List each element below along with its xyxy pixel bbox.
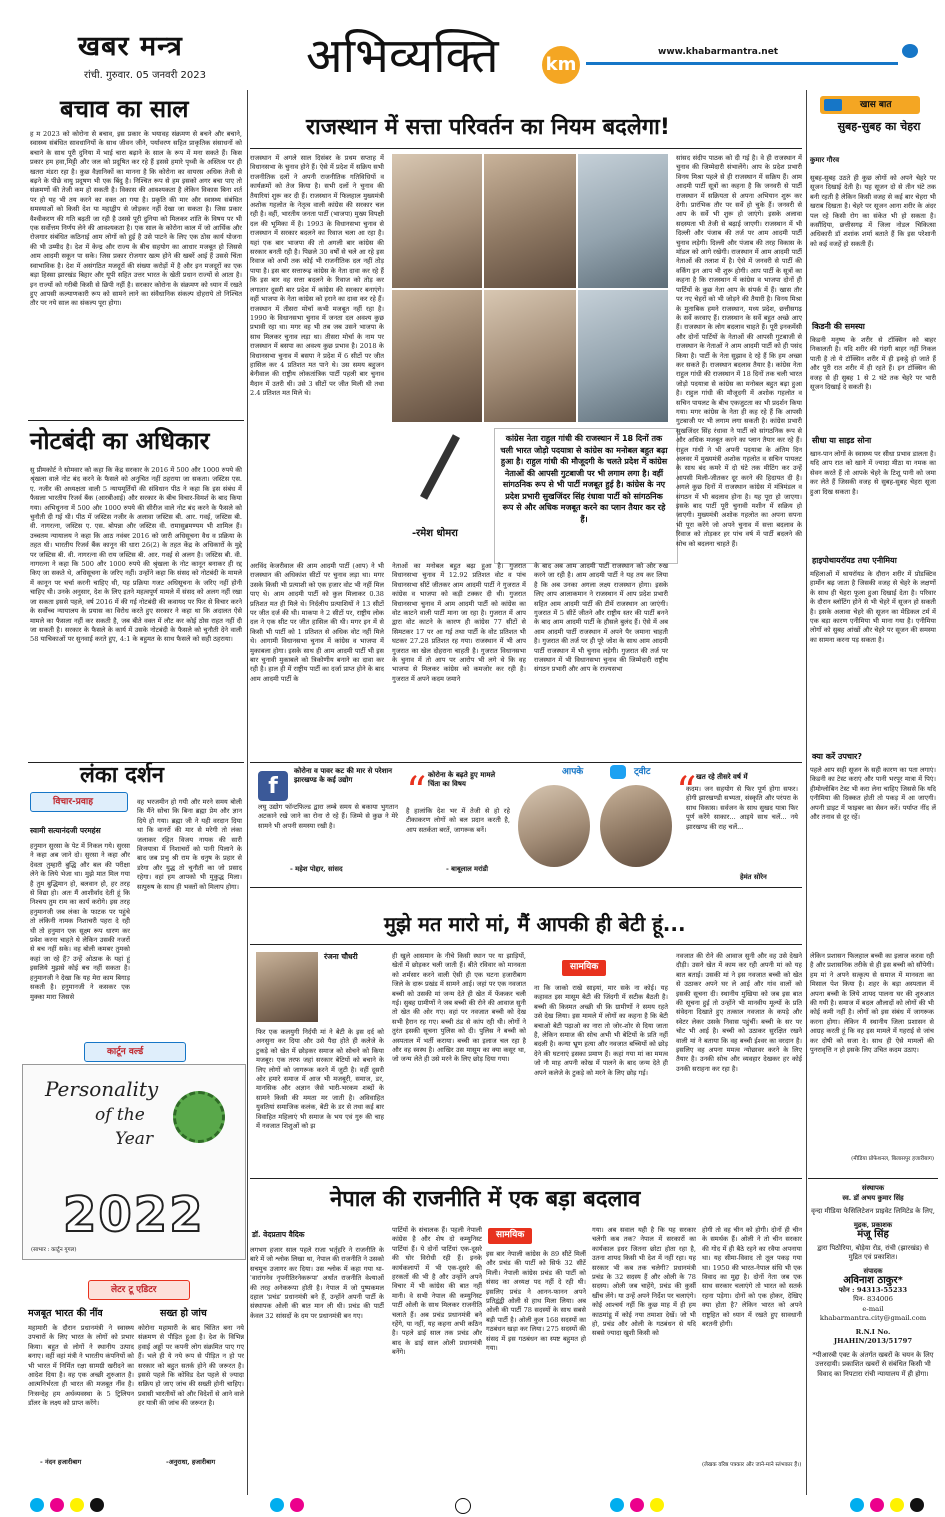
yellow-dot [890, 1498, 904, 1512]
masthead-bar [586, 62, 898, 65]
imprint-phone: फोन : 94313-55233 [838, 1285, 908, 1294]
right-article-title: सुबह-सुबह का चेहरा [837, 120, 921, 133]
quote-mark-icon-2: “ [676, 769, 697, 815]
nepal-headline: नेपाल की राजनीति में एक बड़ा बदलाव [330, 1187, 641, 1212]
letter2-title: सख्त हो जांच [160, 1308, 207, 1319]
vichar-badge [30, 792, 128, 812]
lead-headline: राजस्थान में सत्ता परिवर्तन का नियम बदलेगा! [306, 115, 670, 140]
registration-marks [0, 1496, 945, 1516]
daughter-col-3: ना कि जाको राखे साइयां, मार सके ना कोई। यह कहावत इस मासूम बेटी की जिंदगी में सटीक बैठती है। बच्ची की किस्मत अच्छी थी कि ग्रामीणों ने समय रहते उसे देख लिया। इस मामले में लोगों का कहना है कि बेटी बचाओ बेटी पढ़ाओ का नारा तो जोर-शोर से दिया जाता है, लेकिन समाज की सोच अभी भी बेटियों के प्रति नहीं बदली है। कन्या भ्रूण हत्या और नवजात बच्चियों को छोड़ देने की घटनाएं इसका प्रमाण हैं। कहां गया मां का ममत्व जो नौ माह अपनी कोख में पालने के बाद जन्म देते ही अपने कलेजे के टुकड़े को मरने के लिए छोड़ गई। [534, 984, 668, 1077]
cartoon-credit: (साभार : कार्टून गूगल) [31, 1247, 77, 1253]
logo-letters: km [545, 54, 577, 75]
cartoon-title-2: of the [95, 1105, 145, 1125]
right-sub-2: सीधा या साइड सोना [812, 436, 872, 445]
cyan-dot [270, 1498, 284, 1512]
photo-hemant [600, 785, 672, 867]
quote-mark-icon: “ [406, 769, 427, 815]
magenta-dot [50, 1498, 64, 1512]
letter1-author: - नंदन हजारीबाग [40, 1458, 82, 1466]
divider [250, 944, 802, 945]
imprint-publisher: मंजू सिंह [857, 1229, 889, 1240]
photo-leader-5 [484, 290, 576, 422]
photo-leader-2 [484, 154, 576, 288]
imprint-printer: वृन्दा मीडिया फेसिलिटेशन प्राइवेट लिमिटेड के लिए, [811, 1207, 935, 1215]
magenta-dot [870, 1498, 884, 1512]
right-body-5: पहले आप सही सूजन के सही कारण का पता लगाएं। किडनी का टेस्ट कराएं और पानी भरपूर मात्रा में पिएं। हीमोग्लोबिन टेस्ट भी करा लेना चाहिए जिससे कि यदि एनीमिया की दिक्कत होती तो पकड़ में आ जाएगी। अपनी डाइट में फाइबर का सेवन करें। पर्याप्त नींद लें और तनाव से दूर रहें। [810, 766, 936, 822]
khas-baat-label: खास बात [860, 100, 892, 110]
nepal-col-4: गया। अब सवाल यही है कि यह सरकार चलेगी कब तक? नेपाल में सरकारों का कार्यकाल इधर जितना छोटा होता रहा है, उतना शायद किसी भी देश में नहीं रहा। यह सरकार भी कब तक चलेगी? प्रधानमंत्री प्रचंड के 32 सदस्य हैं और ओली के 78 सदस्य। ओली जब चाहेंगे, प्रचंड की कुर्सी खींच लेंगे। या उन्हें अपने निर्देश पर चलाएंगे। कोई आश्चर्य नहीं कि कुछ माह में ही हम काठमांडू में कोई नया तमाशा देखें। जो भी हो, प्रचंड और ओली के गठबंधन से यदि सबसे ज्यादा खुशी किसी को [592, 1226, 696, 1338]
logo-circle [542, 46, 580, 84]
daughter-byline: रंजना चौधरी [324, 952, 358, 961]
article2-headline: नोटबंदी का अधिकार [30, 427, 210, 455]
black-dot [910, 1498, 924, 1512]
daughter-col-5: लेकिन प्रशासन फिलहाल बच्ची का इलाज करवा रही है और प्रशासनिक तरीके से ही इस बच्ची को सौंपेगी। हम मां ने अपने सत्कृत्य से समाज में मानवता का मिसाल पेश किया है। शहर के बड़ा अस्पताल में अपना बच्ची के लिये शायद पालना घर की शुरुआत की गयी है। समाज में बदल औलादों को लोगों की भी कोई कमी नहीं है। लोगों को इस संबंध में जागरूक करना होगा। लेकिन मैं स्थानीय जिला प्रशासन से आग्रह करती हूं कि वह इस मामले में गहराई से जांच कर दोषी को सजा दे। साथ ही ऐसे मामलों की पुनरावृत्ति न हो इसके लिए उचित कदम उठाए। [810, 952, 934, 1055]
imprint-rni-no: JHAHIN/2013/51797 [833, 1337, 913, 1345]
cartoon-title-1: Personality [45, 1077, 159, 1101]
imprint-title: संस्थापक [861, 1184, 885, 1192]
imprint-email-label: e-mail [862, 1304, 884, 1313]
daughter-credit: (मीडिया प्रोफेशनल, बिलासपुर हजारीबाग) [851, 1156, 934, 1162]
lanka-byline: स्वामी सत्यानंदजी परमहंस [30, 826, 101, 835]
fb-title: कोरोना व पावर कट की मार से परेशान झारखण्ड के कई उद्योग [294, 767, 393, 784]
imprint-box [810, 1184, 936, 1478]
divider [250, 148, 802, 149]
cartoon-title-3: Year [115, 1129, 154, 1149]
q1-body: है हालांकि देश भर में तेजी से हो रहे टीकाकरण लोगों को बल प्रदान करती है, आप सतर्कता बरतें, जागरूक बनें। [406, 807, 510, 834]
imprint-rni: R.N.I No. [855, 1327, 891, 1336]
q1-author: - बाबूलाल मरांडी [446, 865, 489, 873]
divider [28, 420, 244, 421]
fb-body: लघु उद्योग फॉन्टफिल्ड द्वारा लम्बे समय से बकाया भुगतान अटकाने रखे जाने का रोना रो रहे हैं। जिम्मे से कुछ ने मेरे सामने भी अपनी समस्या रखी है। [258, 803, 398, 830]
dateline: रांची. गुरुवार. 05 जनवरी 2023 [84, 70, 206, 81]
letter2-author: -अनुराधा, हजारीबाग [166, 1458, 216, 1466]
cyan-dot [850, 1498, 864, 1512]
pen-icon [420, 434, 460, 500]
yellow-dot [70, 1498, 84, 1512]
divider [250, 1178, 802, 1179]
right-body-2: किडनी मनुष्य के शरीर से टॉक्सिन को बाहर निकालती है। यदि शरीर की गंदगी बाहर नहीं निकल पाती है तो ये टॉक्सिन शरीर में ही इकट्ठे हो जाते हैं और पूरी रात शरीर में ही रहते हैं। इन टॉक्सिन की वजह से ही सुबह 1 से 2 घंटे तक चेहरे पर भारी सूजन दिखाई दे सकती है। [810, 336, 936, 392]
nepal-col-2: पार्टियों के संचालक हैं। पहली नेपाली कांग्रेस है और शेष दो कम्युनिस्ट पार्टियां हैं। ये दोनों पार्टियां एक-दूसरे की घोर विरोधी रही हैं। इनके कार्यकलापों में भी एक-दूसरे की हरकतों की भी है और उन्होंने अपने विचार में भी कांग्रेस की बात नहीं मानी। वे सभी नेपाल की कम्युनिस्ट पार्टी ओली के साथ मिलकर राजनीति चलाते हैं। अब प्रचंड प्रधानमंत्री बने रहेंगे, या नहीं, यह कहना अभी कठिन है। पहले ढाई साल तक प्रचंड और बाद के ढाई साल ओली प्रधानमंत्री बनेंगे। [392, 1226, 482, 1357]
letter2-body: कोरोना महामारी के बाद चिंतित बना नये संक्रमण से पीड़ित हुआ है। देश के विभिन्न हवाई अड्डों पर कपनी लोग संक्रमित पाए गए हैं। भले ही ये नये रूप से पीड़ित न हो पर सरकार को बहुत सतर्क होने की जरूरत है। इससे पहले कि कोविड देश पहले से ज्यादा सक्रिय हो जाए जांच की सख्ती होनी चाहिए। प्रवासी भारतीयों को और विदेशों से आने वाले हर यात्री की जांच की जरूरत है। [138, 1324, 244, 1408]
q2-body: कदम। जन सहयोग से फिर पूर्ण होगा सफर। होगी झारखण्डी सभ्यता, संस्कृति और परंपरा के साथ विकास। सर्वजन के साथ सुखद यात्रा फिर पूर्ण करेंगे साकार... आइये साथ चलें... नये झारखण्ड की राह चलें... [686, 785, 798, 831]
pull-quote-text: कांग्रेस नेता राहुल गांधी की राजस्थान में 18 दिनों तक चली भारत जोड़ो पदयात्रा से कांग्रेस का मनोबल बहुत बढ़ा हुआ है। राहुल गांधी की मौजूदगी के चलते प्रदेश में कांग्रेस नेताओं की आपसी गुटबाजी पर भी लगाम लगा है। वहीं सांगठनिक रूप से भी पार्टी मजबूत हुई है। कांग्रेस के नए प्रदेश प्रभारी सुखजिंदर सिंह रंधावा पार्टी को सांगठनिक रूप से और अधिक मजबूत करने का प्लान तैयार कर रहे हैं। [500, 434, 668, 524]
photo-leader-3 [578, 154, 668, 288]
cyan-dot [610, 1498, 624, 1512]
imprint-address: द्वारा पिठोरिया, बोड़ेया रोड, रांची (झारखंड) से मुद्रित एवं प्रकाशित। [817, 1243, 929, 1261]
imprint-founder: स्व. डॉ अभय कुमार सिंह [842, 1193, 904, 1202]
right-article-author: कुमार गौरव [810, 155, 840, 164]
virus-icon [173, 1091, 225, 1143]
q2-author: हेमंत सोरेन [740, 873, 767, 881]
aapke-label: आपके [562, 767, 584, 777]
letter1-title: मजबूत भारत की नींव [28, 1308, 103, 1319]
photo-leader-6 [578, 290, 668, 422]
imprint-editor: अविनाश ठाकुर* [843, 1275, 903, 1286]
lanka-body-2: वह भरजमीन हो गयी और मरने समय बोली कि मैंने सोचा कि बिना ब्रह्मा प्रेम और ज्ञान दिये हो गया। ब्रह्मा जी ने यही वरदान दिया था कि वानरों की मार से मरेगी तो लंका जलाकर रहित विजय नायक की सारी विजयात्रा में निशाचरों को पानी पिलाने के बाद जब प्रभु श्री राम के धनुष के प्रहार से डरेगा और युद्ध तो चुनौती का जो प्रसाद रहेगा। वहां हम आपको भी मुकुद्ध मिला। सत्पुरुष के साथ ही भक्तों को मिलाप होगा। [137, 798, 242, 891]
fb-author: - महेश पोद्दार, सांसद [290, 865, 343, 873]
target-icon [455, 1498, 471, 1514]
photo-leader-4 [392, 290, 482, 422]
daughter-col-4: नवजात की रोने की आवाज सुनी और वह उसे देखने दौड़ी। उसने खेत में काम कर रही अपनी मां को यह बात बताई। उसकी मां ने इस नवजात बच्ची को खेत से उठाकर अपने घर ले आई और गांव वालों को इसकी सूचना दी। स्थानीय मुखिया को जब इस बात की सूचना हुई तो उन्होंने भी मानवीय मूल्यों के प्रति संवेदना दिखाते हुए तत्काल नवजात के कपड़े और स्वेटर लेकर उसके निवास पहुंचीं। बच्ची के सर पर चोट भी आई है। बच्ची को उठाकर सुरक्षित रखने वाली मां ने बताया कि वह बच्ची ईश्वर का वरदान है। इसलिए वह अपना ममत्व न्योछावर करने के लिए तैयार है। उनकी सोच और व्यवहार देखकर हर कोई उनकी सराहना कर रहा है। [676, 952, 802, 1073]
lead-author: -रमेश धोमरा [412, 528, 458, 539]
right-body-1: सुबह-सुबह उठते ही कुछ लोगों को अपने चेहरे पर सूजन दिखाई देती है। यह सूजन दो से तीन घंटे तक बनी रहती है लेकिन किसी वजह से कई बार चेहरा भी खराब दिखता है। चेहरे पर सूजन आना शरीर के अंदर पल रहे किसी रोग का संकेत भी हो सकता है। कसौंदिया, छत्तीसगढ़ में जिला नोडल चिकित्सा अधिकारी डॉ शशांक शर्मा बताते हैं कि इस परेशानी को कई वजहें हो सकती हैं। [810, 174, 936, 248]
photo-leader-1 [392, 154, 482, 288]
yellow-dot [650, 1498, 664, 1512]
airplane-icon [824, 99, 842, 111]
right-sub-4: क्या करें उपचार? [812, 752, 862, 761]
imprint-editor-label: संपादक [863, 1266, 883, 1275]
lead-photo-collage [392, 154, 668, 422]
imprint-prb-note: *पीआरबी एक्ट के अंतर्गत खबरों के चयन के लिए उत्तरदायी। प्रकाशित खबरों से संबंधित किसी भी विवाद का निपटारा रांची न्यायालय में ही होगा। [812, 1350, 934, 1378]
vichar-badge-label: विचार-प्रवाह [53, 797, 94, 807]
letter1-body: महामारी के दौरान प्रधानमंत्री ने स्वास्थ्य उपचारों के लिए भारत के लोगों को प्रभार किया। बहुत से लोगों ने स्थानीय उत्पाद बनाए। वहीं वहां मंत्री ने भारतीय कंपनियों को भी भारत में निर्मित रक्षा सामग्री खरीदने का आदेश दिया है। वह एक अच्छी शुरुआत है। आत्मनिर्भरता ही भारत की मजबूत नींव है। निःसन्देह हम अर्थव्यवस्था के 5 ट्रिलियन डॉलर के लक्ष्य को प्राप्त करेंगे। [28, 1324, 134, 1408]
article1-headline: बचाव का साल [60, 95, 189, 123]
khas-baat-badge [820, 96, 920, 114]
divider [808, 1178, 938, 1179]
cartoon-badge-label: कार्टून वर्ल्ड [107, 1047, 144, 1057]
cartoon-image [22, 1064, 246, 1260]
daughter-intro: फिर एक कलयुगी निर्दयी मां ने बेटी के इस दर्द को अनसुना कर दिया और उसे पैदा होते ही कलेजे के टुकड़े को खेत में छोड़कर समाज को सोचने को किया मजबूर। एक तरफ जहां सरकार बेटियों को बचाने के लिए लोगों को जागरूक करने में जुटी है। वहीं दूसरी ओर हमारे समाज में आज भी मजबूरी, समाज, डर, मानसिक और अज्ञान जैसे भारी-भरकम शब्दों के सामने किसी की ममता मर जाती है। अविवाहित युवतियां समाजिक कलंक, बेटी के डर से तथा कई बार विवाहित महिलाएं भी समाज के भय एवं गुरु की चाह में नवजात शिशुओं को झ [256, 1028, 384, 1131]
photo-babulal [518, 785, 590, 867]
article2-body: सु प्रीमकोर्ट ने सोमवार को कहा कि केंद्र सरकार के 2016 में 500 और 1000 रुपये की श्रृंखला वाले नोट बंद करने के फैसले को अनुचित नहीं ठहराया जा सकता। जस्टिस एस. ए. नजीर की अध्यक्षता वाली 5 न्यायमूर्तियों की संविधान पीठ ने कहा कि इस संबंध में फैसला भारतीय रिजर्व बैंक (आरबीआई) और सरकार के बीच विचार-विमर्श के बाद किया गया। अभिधूनना में 500 और 1000 रुपये की सीरीज वाले नोट बंद करने के फैसले को चुनौती दी गई थी। पीठ में जस्टिस नजीर के अलावा जस्टिस बी. आर. गवई, जस्टिस बी. वी. नागरत्ना, जस्टिस ए. एस. बोपन्ना और जस्टिस वी. रामासुब्रमण्यम भी शामिल हैं। उच्चतम न्यायालय ने कहा कि आठ नवंबर 2016 को जारी अधिसूचना वैध व प्रक्रिया के तहत थी। भारतीय रिजर्व बैंक कानून की धारा 26(2) के तहत केंद्र के अधिकारों के मुद्दे पर जस्टिस बी. वी. नागरत्ना की राय जस्टिस बी. आर. गवई से अलग है। जस्टिस बी. वी. नागरत्ना ने कहा कि 500 और 1000 रुपये की श्रृंखला के नोट कानून बनाकर ही रद्द किए जा सकते थे, अधिसूचना के जरिए नहीं। उन्होंने कहा कि संसद को नोटबंदी के मामले में कानून पर चर्चा करनी चाहिए थी, यह प्रक्रिया गजट अधिसूचना के जरिए नहीं होनी चाहिए थी। उनके अनुसार, देश के लिए इतने महत्वपूर्ण मामले में संसद को अलग नहीं रखा जा सकता इससे पहले, वर्ष 2016 में की गई नोटबंदी की कवायद पर फिर से विचार करने के सर्वोच्च न्यायालय के प्रयास का विरोध करते हुए सरकार ने कहा था कि अदालत ऐसे मामले का फैसला नहीं कर सकती है, जब बीते वक्त में लौट कर कोई ठोस राहत नहीं दी जा सकती है। सरकार के फैसले के कार्य में उसके नोटबंदी के फैसले को चुनौती देने वाली 58 याचिकाओं पर सुनवाई करते हुए, 4:1 के बहुमत के साथ फैसले को सही ठहराया। [30, 466, 242, 644]
masthead [0, 0, 945, 92]
lanka-headline: लंका दर्शन [80, 763, 165, 788]
section-name: अभिव्यक्ति [306, 28, 499, 84]
tweet-banner [562, 765, 690, 781]
daughter-headline: मुझे मत मारो मां, मैं आपकी ही बेटी हूं... [384, 912, 686, 936]
cyan-dot [30, 1498, 44, 1512]
magenta-dot [290, 1498, 304, 1512]
cartoon-year: 2022 [63, 1187, 205, 1243]
letters-badge-label: लेटर टू एडिटर [111, 1285, 157, 1295]
cartoon-badge [84, 1042, 186, 1062]
lead-col-3b: के बाद अब आम आदमी पार्टी राजस्थान को ओर रुख करने जा रही है। आम आदमी पार्टी ने यह तय कर लिया है कि अब उनका अगला लक्ष्य राजस्थान होगा। इसके लिए आप आलाकमान ने राजस्थान में आप प्रदेश प्रभारी सहित आम आदमी पार्टी की टीमें राजस्थान आ जाएंगी। गुजरात में 5 सीटें जीतने और राष्ट्रीय स्तर की पार्टी बनने के बाद आम आदमी पार्टी के हौसले बुलंद हैं। ऐसे में अब आम आदमी पार्टी राजस्थान में अपने पैर जमाना चाहती है। गुजरात की तर्ज पर ही पूरे जोश के साथ आम आदमी पार्टी राजस्थान में भी चुनाव लड़ेगी। गुजरात की तर्ज पर राजस्थान में भी विधानसभा चुनाव की जिम्मेदारी राष्ट्रीय संगठन प्रभारी और आप के राज्यसभा [534, 562, 668, 674]
nepal-col-5: होगी तो वह चीन को होगी। दोनों ही चीन के समर्थक हैं। ओली ने तो चीन सरकार की गोद में ही बैठे रहने का रवैया अपनाया था। यह सीमा-विवाद तो तूल पकड़ गया था। 1950 की भारत-नेपाल संधि भी एक विवाद का मुद्दा है। दोनों नेता जब एक साथ सरकार चलाएंगे तो भारत को सतर्क रहना पड़ेगा। दोनों को एक होकर, देखिए क्या होता है? लेकिन भारत को अपने राष्ट्रहित को ध्यान में रखते हुए सावधानी बरतनी होगी। [702, 1226, 802, 1329]
lanka-body-1: हनुमान सुरसा के पेट में निकल गये। सुरसा ने कहा अब जाने दो। सुरसा ने कहा और देवता तुम्हारी बुद्धि और बल की परीक्षा लेने के लिये भेजा था। मुझे मात मिल गया है तुम बुद्धिमान हो, बलवान हो, हर तरह से विद्या हो। अतः मैं आशीर्वाद देती हूं कि निश्चय तुम राम का कार्य करोगे। इस तरह हनुमानजी जब लंका के फाटक पर पहुंचे तो लंकिनी नामक निशाचरी पहरा दे रही थी तो हनुमान एक सूक्ष्म रूप धारण कर प्रवेश करना चाहते थे लेकिन उसकी नजरों से बच नहीं सके। वह बोली कमबर तुमको कहां जा रहे हैं? उन्हें ओठाक के यहां हूं इसलिये मुझसे कोई बच नहीं सकता है। हनुमानजी ने देखा कि यह मेरा काम बिगाड़ सकती है। हनुमानजी ने कसकर एक मुक्का मारा जिससे [30, 842, 130, 1001]
imprint-pin: पिन- 834006 [853, 1295, 893, 1303]
lead-col-1b: अरविंद केजरीवाल की आम आदमी पार्टी (आप) ने भी राजस्थान की अधिकांश सीटों पर चुनाव लड़ा था। मगर उसके किसी भी प्रत्याशी को एक हजार वोट भी नहीं मिल पाए थे। आम आदमी पार्टी को कुल मिलाकर 0.38 प्रतिशत मत ही मिले थे। निर्दलीय प्रत्याशियों ने 13 सीटों पर जीत दर्ज की थी। माकपा ने 2 सीटों पर, राष्ट्रीय लोक दल ने एक सीट पर जीत हासिल की थी। मगर इन में से किसी भी पार्टी को 1 प्रतिशत से अधिक वोट नहीं मिले थे। आगामी विधानसभा चुनाव में कांग्रेस व भाजपा में मुकाबला होगा। इसके साथ ही आम आदमी पार्टी भी इस बार चुनावी मुकाबले को त्रिकोणीय बनाने का दावा कर रही है। हाल ही में राष्ट्रीय पार्टी का दर्जा प्राप्त होने के बाद आम आदमी पार्टी के [250, 562, 384, 683]
imprint-publisher-label: मुद्रक, प्रकाशक [853, 1220, 893, 1229]
nepal-col-1: लगभग हजार साल पहले राजा भर्तृहरि ने राजनीति के बारे में जो श्लोक लिखा था, नेपाल की राजनीति ने उसको सचमुच उजागर कर दिया। उस श्लोक में कहा गया था- 'वारांगनेव नृपनीतिरनेकरूपा' अर्थात राजनीति वेश्याओं की तरह अनेकरूपा होती है। नेपाल में जो पुष्पकमल दहाल 'प्रचंड' प्रधानमंत्री बने हैं, उन्होंने अपनी पार्टी के संस्थापक ओली की बात मान ली थी। प्रचंड की पार्टी केवल 32 सांसदों के दम पर प्रधानमंत्री बन गए। [250, 1246, 384, 1320]
nepal-col-3: इस बार नेपाली कांग्रेस के 89 सीटें मिलीं और प्रचंड की पार्टी को सिर्फ 32 सीटें मिली। नेपाली कांग्रेस प्रचंड की पार्टी को संसद का अध्यक्ष पद नहीं दे रही थी। इसलिए प्रचंड ने आनन-फानन अपने प्रतिद्वंद्वी ओली से हाथ मिला लिया। अब ओली की पार्टी 78 सदस्यों के साथ सबसे बड़ी पार्टी है। ओली कुल 168 सदस्यों का गठबंधन खड़ा कर लिया। 275 सदस्यों की संसद में इस गठबंधन का स्पष्ट बहुमत हो गया। [486, 1250, 586, 1353]
lead-col-2b: नेताओं का मनोबल बहुत बढ़ा हुआ है। गुजरात विधानसभा चुनाव में 12.92 प्रतिशत वोट व पांच विधानसभा सीटें जीतकर आम आदमी पार्टी ने गुजरात में कांग्रेस व भाजपा को कड़ी टक्कर दी थी। गुजरात विधानसभा चुनाव में आम आदमी पार्टी को कांग्रेस का वोट काटने वाली पार्टी माना जा रहा है। गुजरात में आप द्वारा वोट काटने के कारण ही कांग्रेस 77 सीटों से सिमटकर 17 पर आ गई तथा पार्टी के वोट प्रतिशत भी घटकर 27.28 प्रतिशत रह गया। राजस्थान में भी आप गुजरात का खेल दोहराना चाहती है। गुजरात विधानसभा के चुनाव में तो आप पर आरोप भी लगे थे कि वह भाजपा से मिलकर कांग्रेस को कमजोर कर रही है। गुजरात में अपने कदम जमाने [392, 562, 526, 683]
website-link[interactable]: www.khabarmantra.net [658, 47, 779, 57]
pen-illustration [398, 426, 488, 516]
right-sub-1: किडनी की समस्या [812, 322, 865, 331]
daughter-col-2: ही खुले आसमान के नीचे किसी स्थान पर या झाड़ियों, खेतों में छोड़कर चली जाती हैं। बीते रविवार को मानवता को शर्मसार करने वाली ऐसी ही एक घटना हजारीबाग जिले के दारू प्रखंड में सामने आई। जहां पर एक नवजात बच्ची को उसकी मां जन्म देते ही खेत में फेंककर चली गई। सुबह ग्रामीणों ने जब बच्ची की रोने की आवाज सुनी तो खेत की ओर गए। वहां पर नवजात बच्ची को देख सभी हैरान रह गए। बच्ची ठंड से कांप रही थी। लोगों ने तुरंत इसकी सूचना पुलिस को दी। पुलिस ने बच्ची को अस्पताल में भर्ती कराया। बच्ची का इलाज चल रहा है और वह स्वस्थ है। आखिर उस मासूम का क्या कसूर था, जो जन्म लेते ही उसे मरने के लिए छोड़ दिया गया। [392, 952, 526, 1064]
imprint-email[interactable]: khabarmantra.city@gmail.com [819, 1314, 927, 1322]
registration-icon [902, 44, 918, 58]
article1-body: ह म 2023 को कोरोना से बचाव, इस प्रकार के भयावह संक्रमण से बचने और बचाने, स्वास्थ्य संबंधित सावधानियों के साथ जीवन जीने, पर्यावरण सहित प्राकृतिक संसाधनों को बचाने के साथ पूरी दुनिया में भाई चारा बढ़ाने के साल के रूप में मना सकते हैं। किस प्रकार हम हवा,मिट्टी और जल को प्रदूषित कर रहे हैं इससे हमारे पृथ्वी के अस्तित्व पर ही खतरा मंडरा रहा है। कुछ वैज्ञानिकों का मानना है कि कोरोना का वायरस अधिक तेजी से बढ़ने के पीछे वायु प्रदूषण भी एक बिंदु है। निश्चित रूप से हम इसको अगर बचा पाए तो संक्रमणों की तेजी कम हो सकती है। विकास की आवश्यकता है लेकिन विकास बिना शर्त पर हो यह भी तय करने का वक्त आ गया है। प्रकृति की मार और स्वास्थ्य संबंधित समस्याओं को किसी देश या महाद्वीप से जोड़कर नहीं देखा जा सकता है। जिस प्रकार वैश्वीकरण की गति बढ़ती जा रही है उससे पूरी दुनिया को मिलकर शांति के विषय पर भी एक सर्वोत्तम निर्णय लेने की आवश्यकता है। एक साल के कोरोना काल में जो आर्थिक और रोजगार संबंधित कठिनाई आम लोगों को हुई है उसे पाटने के लिए एक ठोस कार्य योजना की भी उम्मीद है। देश में केन्द्र और राज्य के बीच सहयोग का आधार मजबूत हो जिससे आम आदमी सकून पा सके। जिस प्रकार रोजगार खत्म होने की खबरें आई हैं उससे चिंता स्वाभाविक है। देश में असंगठित मजदूरों की संख्या करोड़ों में है और इन मजदूरों का एक बड़ा हिस्सा झारखंड बिहार और यूपी सहित उत्तर भारत के खेती प्रधान राज्यों से आता है। इन राज्यों को गरीबी किसी से छिपी नहीं है। सरकार कोरोना के संक्रमण को ध्यान में रखते हुए आपसी कल्याणकारी रूप को सामने लाने का संवैधानिक संकल्प दोहराये तो निश्चित तौर पर नये साल का संकल्प पूरा होगा। [30, 130, 242, 308]
nepal-badge: सामयिक [488, 1228, 532, 1244]
lead-pull-quote [494, 428, 678, 564]
right-column-rule [806, 90, 807, 1495]
lead-col-4: सांसद संदीप पाठक को दी गई है। वे ही राजस्थान में चुनाव की जिम्मेदारी संभालेंगे। आप के प्रदेश प्रभारी विनय मिश्रा पहले से ही राजस्थान में सक्रिय हैं। आम आदमी पार्टी सूत्रों का कहना है कि जनवरी से पार्टी राजस्थान में सक्रियता से अपना अभियान शुरू कर देगी। प्रारंभिक तौर पर सर्वे हो चुके हैं। जनवरी से आप के सर्वे भी शुरू हो जाएंगे। इसके अलावा सदस्यता भी तेजी से बढ़ाई जाएगी। राजस्थान में भी दिल्ली और पंजाब की तर्ज पर आम आदमी पार्टी चुनाव लड़ेगी। दिल्ली और पंजाब की तरह विकास के मॉडल को आगे रखेगी। राजस्थान में आम आदमी पार्टी नेताओं की तलाश में है। ऐसे में जनवरी से पार्टी की वर्किंग इन आप भी शुरू होगी। आप पार्टी के सूत्रों का कहना है कि राजस्थान में कांग्रेस व भाजपा दोनों ही पार्टियों के कुछ नेता आप के संपर्क में हैं। खास तौर पर नए चेहरों को भी जोड़ने की तैयारी है। विनय मिश्रा के मुताबिक हमने राजस्थान, मध्य प्रदेश, छत्तीसगढ़ के सर्वे करवाए हैं। राजस्थान के सर्वे बहुत अच्छे आए हैं। राजस्थान के लोग बदलाव चाहते हैं। पूरी इनकमेंसी और दोनों पार्टियों के नेताओं की आपसी गुटबाजी से राजस्थान के नेताओं ने आम आदमी पार्टी को ही पसंद किया है। पार्टी के नेता सुझाव दे रहे हैं कि हम अच्छा कर सकते हैं। राजस्थान बदलाव तैयार है। कांग्रेस नेता राहुल गांधी की राजस्थान में 18 दिनों तक चली भारत जोड़ो पदयात्रा से कांग्रेस का मनोबल बहुत बढ़ा हुआ है। राहुल गांधी की मौजूदगी में अशोक गहलोत व सचिन पायलट के बीच एकजुटता का भी प्रदर्शन किया गया। मगर कांग्रेस के नेता ही कह रहे हैं कि आपसी गुटबाजी पर भी लगाम लगा सकती है। कांग्रेस प्रभारी सुखजिंदर सिंह रंधावा ने पार्टी को सांगठनिक रूप से और अधिक मजबूत करने का प्लान तैयार कर रहे हैं। राहुल गांधी ने भी अपनी पदयात्रा के अंतिम दिन अलवर में मुख्यमंत्री अशोक गहलोत व सचिन पायलट के साथ बंद कमरे में दो घंटे तक मीटिंग कर उन्हें आपसी मिली-जीतकर दूर करने की हिदायत दी है। अगले कुछ दिनों में राजस्थान कांग्रेस में मंत्रिमंडल व संगठन में भी बदलाव होना है। यह पूरा हो जाएगा। इसके बाद पार्टी पूरी चुनावी मशीन में सक्रिय हो जाएगी। मुख्यमंत्री अशोक गहलोत का अपना सपना भी पूरा करेंगे जो अपने चुनाव में सत्ता बदलाव के रिवाज को तोड़कर हर पांच वर्ष में पार्टी बदलने की सोच को बदलना चाहते हैं। [676, 154, 802, 548]
social-strip [250, 762, 802, 888]
q2-title: खत रहे तीसरे वर्ष में [696, 773, 748, 781]
facebook-icon: f [258, 771, 288, 801]
left-column-rule [247, 90, 248, 1495]
photo-ranjana [256, 952, 318, 1022]
tweet-label: ट्वीट [634, 767, 651, 777]
paper-name: खबर मन्त्र [78, 31, 183, 62]
twitter-icon [610, 765, 626, 779]
magenta-dot [630, 1498, 644, 1512]
daughter-badge: सामयिक [562, 960, 606, 976]
nepal-byline: डॉ. वेदप्रताप वैदिक [252, 1230, 305, 1239]
right-body-4: महिलाओं में थायरॉयड के दौरान शरीर में प्रोडक्टिव हार्मोन बढ़ जाता है जिसकी वजह से चेहरे के लक्षणों के साथ ही चेहरा फूला हुआ दिखाई देता है। परिवार के दौरान ब्लॉटिंग होने से भी चेहरे में सूजन हो सकती है। इसके अलावा चेहरे की सूजन का मेडिकल टर्म में एक बड़ा कारण एनीमिया भी माना गया है। एनीमिया लोगों को सुबह आंखों और चेहरे पर सूजन की समस्या का सामना करना पड़ सकता है। [810, 570, 936, 644]
lead-col-1: राजस्थान में अगले साल दिसंबर के प्रथम सप्ताह में विधानसभा के चुनाव होने हैं। ऐसे में प्रदेश में सक्रिय सभी राजनीतिक दलों ने अपनी राजनीतिक गतिविधियों व कार्यक्रमों को तेज किया है। सभी दलों ने चुनाव की तैयारियां शुरू कर दी हैं। राजस्थान में फिलहाल मुख्यमंत्री अशोक गहलोत के नेतृत्व वाली कांग्रेस की सरकार चल रही है। वहीं, भारतीय जनता पार्टी (भाजपा) मुख्य विपक्षी दल की भूमिका में है। 1993 के विधानसभा चुनाव से राजस्थान में सरकार बदलने का रिवाज चला आ रहा है। यहां एक बार भाजपा की तो अगली बार कांग्रेस की सरकार बनती रही है। पिछले 30 वर्षों से चले आ रहे इस रिवाज को अभी तक कोई भी राजनीतिक दल नहीं तोड़ पाया है। इस बार सत्तारूढ़ कांग्रेस के नेता दावा कर रहे हैं कि इस बार वह सत्ता बदलने के रिवाज को तोड़ कर लगातार दूसरी बार प्रदेश में कांग्रेस की सरकार बनाएंगे। वहीं भाजपा के नेता कांग्रेस को हराने का दावा कर रहे हैं। राजस्थान में तीसरा मोर्चा कभी मजबूत नहीं रहा है। 1990 के विधानसभा चुनाव में जनता दल अवश्य कुछ प्रभावी रहा था। मगर वह भी तब जब उसने भाजपा के साथ मिलकर चुनाव लड़ा था। तीसरा मोर्चा के नाम पर राजस्थान में बसपा का अवश्य कुछ प्रभाव है। 2018 के विधानसभा चुनाव में बसपा ने प्रदेश में 6 सीटों पर जीत हासिल कर 4 प्रतिशत मत पाने थे। उस समय बहुजन बेनीवाल की राष्ट्रीय लोकतांत्रिक पार्टी पहली बार चुनाव मैदान में उतरी थी। उसे 3 सीटों पर जीत मिली थी तथा 2.4 प्रतिशत मत मिले थे। [250, 154, 384, 398]
right-body-3: खान-पान लोगों के स्वास्थ्य पर सीधा प्रभाव डालता है। यदि आप रात को खाने में ज्यादा मीठा या नमक का सेवन करते हैं तो आपके चेहरे के टिशू पानी को जमा कर लेते हैं जिसकी वजह से सुबह-सुबह चेहरा सूजा हुआ दिख सकता है। [810, 450, 936, 496]
nepal-credit: (लेखक वरिष्ठ पत्रकार और जाने-माने स्तंभकार हैं।) [702, 1462, 802, 1468]
black-dot [90, 1498, 104, 1512]
letters-badge [88, 1280, 190, 1300]
q1-title: कोरोना के बढ़ते हुए मामले चिंता का विषय [428, 771, 496, 788]
right-sub-3: हाइपोथायरॉयड तथा एनीमिया [812, 556, 897, 565]
